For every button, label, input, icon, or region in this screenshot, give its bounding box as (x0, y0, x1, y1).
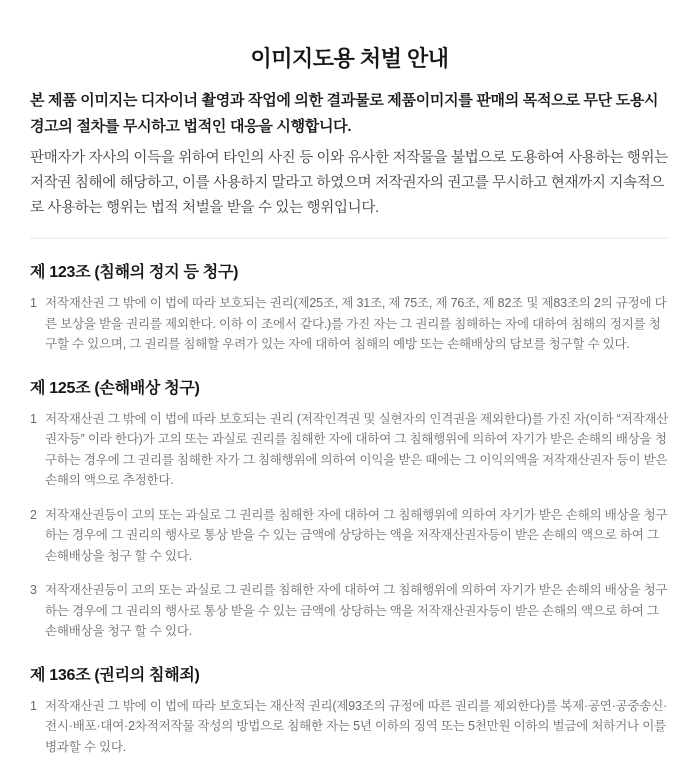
article-heading: 제 123조 (침해의 정지 등 청구) (30, 264, 239, 282)
article-items (30, 293, 669, 355)
article-item (30, 580, 669, 642)
item-text: 저작재산권 그 밖에 이 법에 따라 보호되는 권리 (저작인격권 및 실현자의 인격권을 제외한다)를 가진 자(이하 “저작재산권자등” 이라 한다)가 고의 또는 과실로 권리를 침해한 자에 대하여 그 침해행위에 의하여 자기가 받은 손해의 배상을 청구하는 경우에 그 권리를 침해한 자가 그 침해행위에 의하여 이익을 받은 때에는 그 이익의액을 저작재산권자 등이 받은 손해의 액으로 추정한다. (45, 411, 669, 488)
article-section-125 (30, 379, 669, 642)
article-items (30, 696, 669, 757)
article-section-123 (30, 263, 669, 355)
article-section-136 (30, 666, 669, 757)
item-number: 2 (30, 507, 37, 522)
item-text: 저작재산권등이 고의 또는 과실로 그 권리를 침해한 자에 대하여 그 침해행위에 의하여 자기가 받은 손해의 배상을 청구하는 경우에 그 권리의 행사로 통상 받을 수 있는 금액에 상당하는 액을 저작재산권자등이 받은 손해의 액으로 하여 그 손해배상을 청구 할 수 있다. (45, 507, 668, 563)
section-divider (30, 237, 669, 239)
page-title: 이미지도용 처벌 안내 (250, 46, 449, 71)
article-item (30, 409, 669, 491)
intro-description-text: 판매자가 자사의 이득을 위하여 타인의 사진 등 이와 유사한 저작물을 불법으로 도용하여 사용하는 행위는 저작권 침해에 해당하고, 이를 사용하지 말라고 하였으며 저작권자의 권고를 무시하고 현재까지 지속적으로 사용하는 행위는 법적 처벌을 받을 수 있는 행위입니다. (30, 150, 668, 217)
article-heading: 제 125조 (손해배상 청구) (30, 379, 200, 397)
article-heading: 제 136조 (권리의 침해죄) (30, 666, 200, 684)
item-text: 저작재산권 그 밖에 이 법에 따라 보호되는 권리(제25조, 제 31조, 제 75조, 제 76조, 제 82조 및 제83조의 2의 규정에 다른 보상을 받을 권리를 제외한다. 이하 이 조에서 같다.)를 가진 자는 그 권리를 침해하는 자에 대하여 침해의 정지를 청구할 수 있으며, 그 권리를 침해할 우려가 있는 자에 대하여 침해의 예방 또는 손해배상의 담보를 청구할 수 있다. (45, 296, 667, 352)
item-number: 1 (30, 698, 37, 713)
article-item (30, 293, 669, 355)
intro-warning-text: 본 제품 이미지는 디자이너 촬영과 작업에 의한 결과물로 제품이미지를 판매의 목적으로 무단 도용시 경고의 절차를 무시하고 법적인 대응을 시행합니다. (30, 92, 659, 136)
item-number: 3 (30, 583, 37, 598)
article-item (30, 696, 669, 757)
article-items (30, 409, 669, 642)
item-number: 1 (30, 411, 37, 426)
article-item (30, 505, 669, 567)
item-text: 저작재산권 그 밖에 이 법에 따라 보호되는 재산적 권리(제93조의 규정에 따른 권리를 제외한다)를 복제·공연·공중송신·전시·배포·대여·2차적저작물 작성의 방법으로 침해한 자는 5년 이하의 징역 또는 5천만원 이하의 벌금에 처하거나 이를 병과할 수 있다. (45, 698, 668, 754)
item-text: 저작재산권등이 고의 또는 과실로 그 권리를 침해한 자에 대하여 그 침해행위에 의하여 자기가 받은 손해의 배상을 청구하는 경우에 그 권리의 행사로 통상 받을 수 있는 금액에 상당하는 액을 저작재산권자등이 받은 손해의 액으로 하여 그 손해배상을 청구 할 수 있다. (45, 583, 668, 639)
item-number: 1 (30, 296, 37, 311)
